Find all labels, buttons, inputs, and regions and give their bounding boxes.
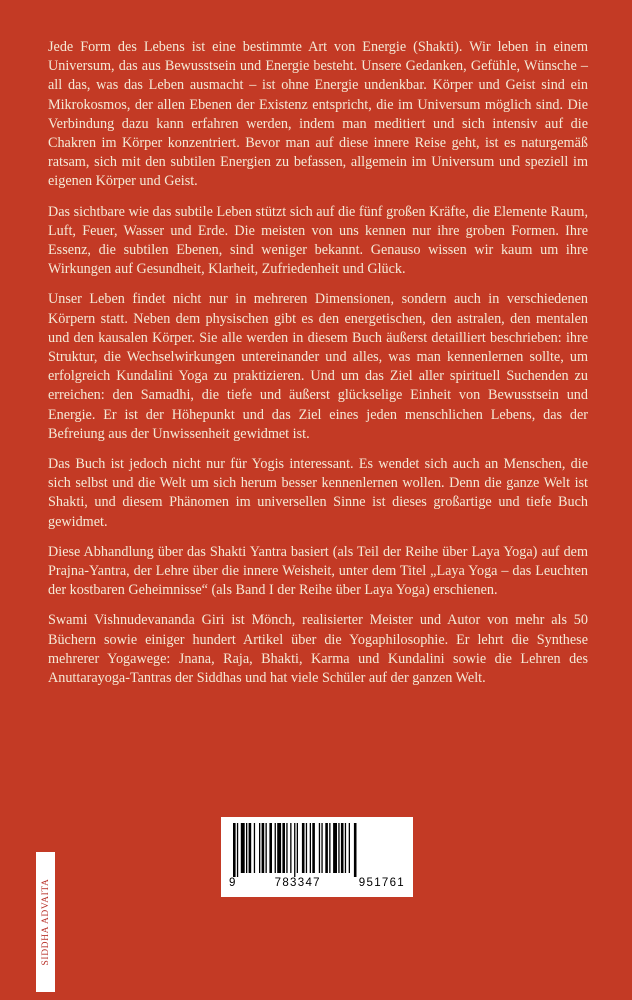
barcode-bar xyxy=(310,823,311,873)
isbn-digit-group-2: 951761 xyxy=(358,877,405,889)
barcode-bar xyxy=(319,823,320,873)
author-bio: Swami Vishnudevananda Giri ist Mönch, realisierter Meister und Autor von mehr als 50 Büchern sowie einiger hundert Artikel über die Yogaphilosophie. Er lehrt die Synthese mehrerer Yogawege: Jnana, Raja, Bhakti, Karma und Kundalini sowie die Lehren des Anuttarayoga-Tantras der Siddhas und hat viele Schüler auf der ganzen Welt. xyxy=(48,612,588,687)
barcode-bar xyxy=(312,823,315,873)
blurb-paragraph-3: Unser Leben findet nicht nur in mehreren Dimensionen, sondern auch in verschiedenen Körpern statt. Neben dem physischen gibt es den energetischen, den astralen, den mentalen und den kausalen Körper. Sie alle werden in diesem Buch äußerst detailliert beschrieben: ihre Struktur, die Wechselwirkungen untereinander und alles, was man kennenlernen sollte, um erfolgreich Kundalini Yoga zu praktizieren. Und um das Ziel aller spirituell Suchenden zu erreichen: den Samadhi, die tiefe und äußerst glückselige Einheit von Bewusstsein und Energie. Er ist der Höhepunkt und das Ziel eines jeden menschlichen Lebens, das der Befreiung aus der Unwissenheit gewidmet ist. xyxy=(48,291,588,442)
isbn-digit-first: 9 xyxy=(229,877,237,889)
barcode-bar xyxy=(275,823,276,873)
barcode-bar xyxy=(302,823,305,873)
barcode-bar xyxy=(354,823,357,877)
blurb-paragraph-2: Das sichtbare wie das subtile Leben stützt sich auf die fünf großen Kräfte, die Elemente Raum, Luft, Feuer, Wasser und Erde. Die meisten von uns kennen nur ihre groben Formen. Ihre Essenz, die subtilen Ebenen, sind weniger bekannt. Genauso wissen wir kaum um ihre Wirkungen auf Gesundheit, Klarheit, Zufriedenheit und Glück. xyxy=(48,203,588,278)
barcode-bar xyxy=(241,823,245,873)
barcode-bar xyxy=(297,823,298,873)
barcode-bar xyxy=(290,823,291,873)
barcode-bar xyxy=(321,823,322,873)
barcode-bar xyxy=(349,823,350,873)
blurb-paragraph-4: Das Buch ist jedoch nicht nur für Yogis interessant. Es wendet sich auch an Menschen, die sich selbst und die Welt um sich herum besser kennenlernen wollen. Denn die ganze Welt ist Shakti, und diesem Phänomen im universellen Sinne ist dieses großartige und tiefe Buch gewidmet. xyxy=(48,456,588,530)
isbn-digit-group-1: 783347 xyxy=(274,877,321,889)
barcode-bar xyxy=(259,823,260,873)
barcode-bar xyxy=(329,823,330,873)
isbn-digits xyxy=(229,877,405,889)
blurb-paragraph-1: Jede Form des Lebens ist eine bestimmte Art von Energie (Shakti). Wir leben in einem Universum, das aus Bewusstsein und Energie besteht. Unsere Gedanken, Gefühle, Wünsche – all das, was das Leben ausmacht – ist ohne Energie undenkbar. Körper und Geist sind ein Mikrokosmos, der allen Ebenen der Existenz entspricht, die im Universum möglich sind. Die Verbindung dazu kann erfahren werden, indem man meditiert und sich intensiv auf die Chakren im Körper konzentriert. Bevor man auf diese innere Reise geht, ist es naturgemäß ratsam, sich mit den subtilen Energien zu befassen, allgemein im Universum und speziell im eigenen Körper und Geist. xyxy=(48,39,588,190)
barcode-bar xyxy=(325,823,328,873)
barcode-bar xyxy=(338,823,339,873)
barcode-bar xyxy=(286,823,287,873)
barcode-bar xyxy=(237,823,238,877)
barcode-bar xyxy=(269,823,272,873)
blurb-text xyxy=(48,38,588,699)
barcode-bar xyxy=(341,823,344,873)
barcode-bar xyxy=(282,823,285,873)
barcode-bars xyxy=(231,823,403,877)
barcode-bar xyxy=(233,823,236,877)
barcode-bar xyxy=(306,823,307,873)
barcode-bar xyxy=(246,823,247,873)
barcode-bar xyxy=(294,823,295,877)
blurb-paragraph-5: Diese Abhandlung über das Shakti Yantra basiert (als Teil der Reihe über Laya Yoga) auf dem Prajna-Yantra, der Lehre über die innere Weisheit, unter dem Titel „Laya Yoga – das Leuchten der kostbaren Geheimnisse“ (als Band I der Reihe über Laya Yoga) erschienen. xyxy=(48,543,588,599)
barcode-bar xyxy=(345,823,346,873)
publisher-label xyxy=(36,852,55,992)
barcode-bar xyxy=(254,823,255,873)
barcode-bar xyxy=(277,823,281,873)
barcode-bar xyxy=(333,823,337,873)
isbn-barcode xyxy=(221,817,413,897)
barcode-bar xyxy=(249,823,252,873)
barcode-bar xyxy=(262,823,265,873)
publisher-name: SIDDHA ADVAITA xyxy=(40,878,51,966)
barcode-bar xyxy=(266,823,267,873)
